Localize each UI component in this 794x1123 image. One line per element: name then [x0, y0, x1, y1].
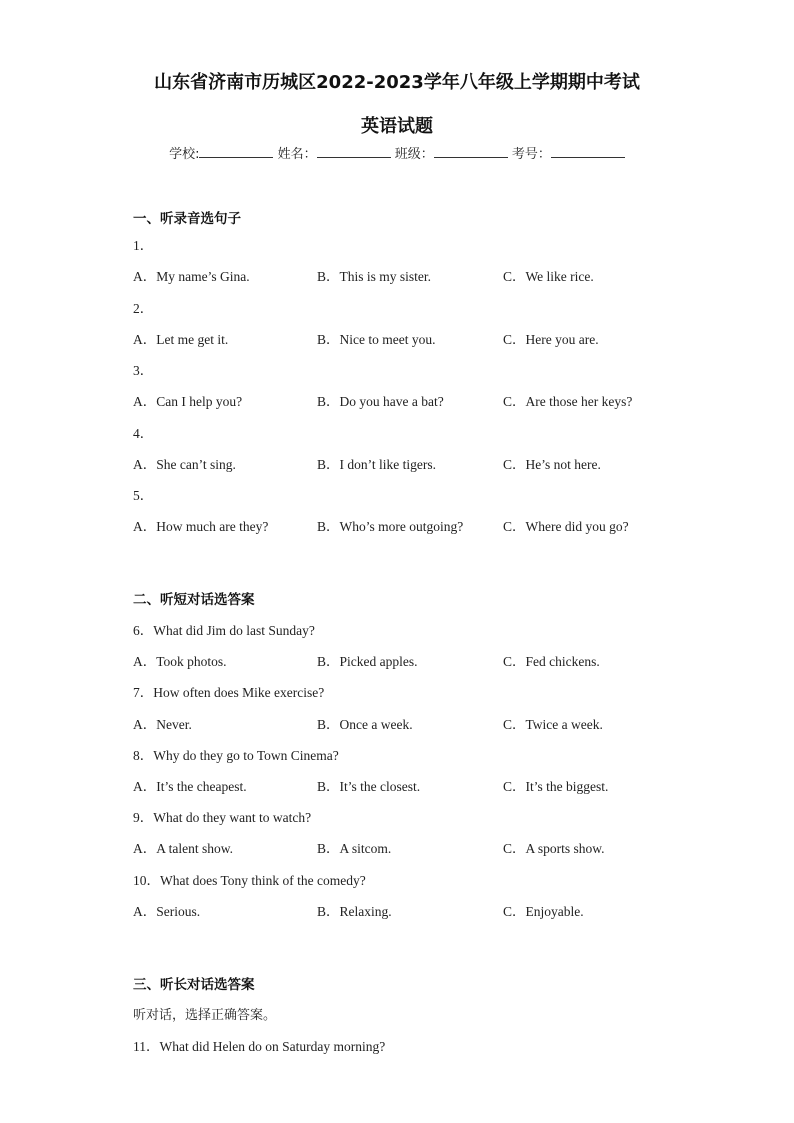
option-c: C．Where did you go?: [503, 519, 629, 534]
question-text: 6．What did Jim do last Sunday?: [133, 623, 315, 638]
option-b: B．Picked apples.: [317, 654, 418, 669]
question-text: 11．What did Helen do on Saturday morning?: [133, 1039, 386, 1054]
option-a: A．She can’t sing.: [133, 457, 236, 472]
option-c: C．It’s the biggest.: [503, 779, 609, 794]
option-b: B．Nice to meet you.: [317, 332, 436, 347]
option-c: C．He’s not here.: [503, 457, 601, 472]
number-blank: [551, 145, 625, 158]
class-label: 班级：: [394, 147, 434, 162]
question-number: 2．: [133, 301, 154, 316]
question-number: 5．: [133, 488, 154, 503]
option-a: A．My name’s Gina.: [133, 269, 250, 284]
option-a: A．Serious.: [133, 904, 201, 919]
question-number: 1．: [133, 238, 154, 253]
option-c: C．Twice a week.: [503, 717, 603, 732]
option-b: B．Once a week.: [317, 717, 413, 732]
option-b: B．Relaxing.: [317, 904, 392, 919]
option-b: B．This is my sister.: [317, 269, 432, 284]
question-text: 7．How often does Mike exercise?: [133, 685, 325, 700]
name-label: 姓名：: [277, 147, 317, 162]
option-a: A．Took photos.: [133, 654, 227, 669]
option-a: A．Let me get it.: [133, 332, 229, 347]
question-text: 9．What do they want to watch?: [133, 810, 312, 825]
option-a: A．It’s the cheapest.: [133, 779, 247, 794]
option-b: B．I don’t like tigers.: [317, 457, 436, 472]
option-a: A．A talent show.: [133, 841, 233, 856]
option-b: B．Who’s more outgoing?: [317, 519, 464, 534]
option-c: C．Here you are.: [503, 332, 599, 347]
option-c: C．Fed chickens.: [503, 654, 600, 669]
section-heading: 一、听录音选句子: [133, 211, 241, 227]
school-label: 学校:: [169, 147, 200, 162]
option-b: B．A sitcom.: [317, 841, 392, 856]
section-heading: 二、听短对话选答案: [133, 592, 255, 608]
question-number: 4．: [133, 426, 154, 441]
student-info-row: [0, 143, 794, 162]
option-b: B．It’s the closest.: [317, 779, 421, 794]
option-c: C．Enjoyable.: [503, 904, 584, 919]
school-blank: [199, 145, 273, 158]
exam-subtitle: 英语试题: [361, 116, 433, 137]
exam-title: 山东省济南市历城区2022-2023学年八年级上学期期中考试: [154, 72, 640, 93]
option-c: C．We like rice.: [503, 269, 594, 284]
question-text: 10．What does Tony think of the comedy?: [133, 873, 366, 888]
question-text: 8．Why do they go to Town Cinema?: [133, 748, 339, 763]
option-c: C．A sports show.: [503, 841, 605, 856]
option-a: A．How much are they?: [133, 519, 269, 534]
option-a: A．Can I help you?: [133, 394, 243, 409]
class-blank: [434, 145, 508, 158]
option-b: B．Do you have a bat?: [317, 394, 444, 409]
name-blank: [317, 145, 391, 158]
section-instruction: 听对话，选择正确答案。: [133, 1008, 277, 1023]
question-number: 3．: [133, 363, 154, 378]
section-heading: 三、听长对话选答案: [133, 977, 255, 993]
option-a: A．Never.: [133, 717, 192, 732]
number-label: 考号：: [511, 147, 551, 162]
option-c: C．Are those her keys?: [503, 394, 633, 409]
